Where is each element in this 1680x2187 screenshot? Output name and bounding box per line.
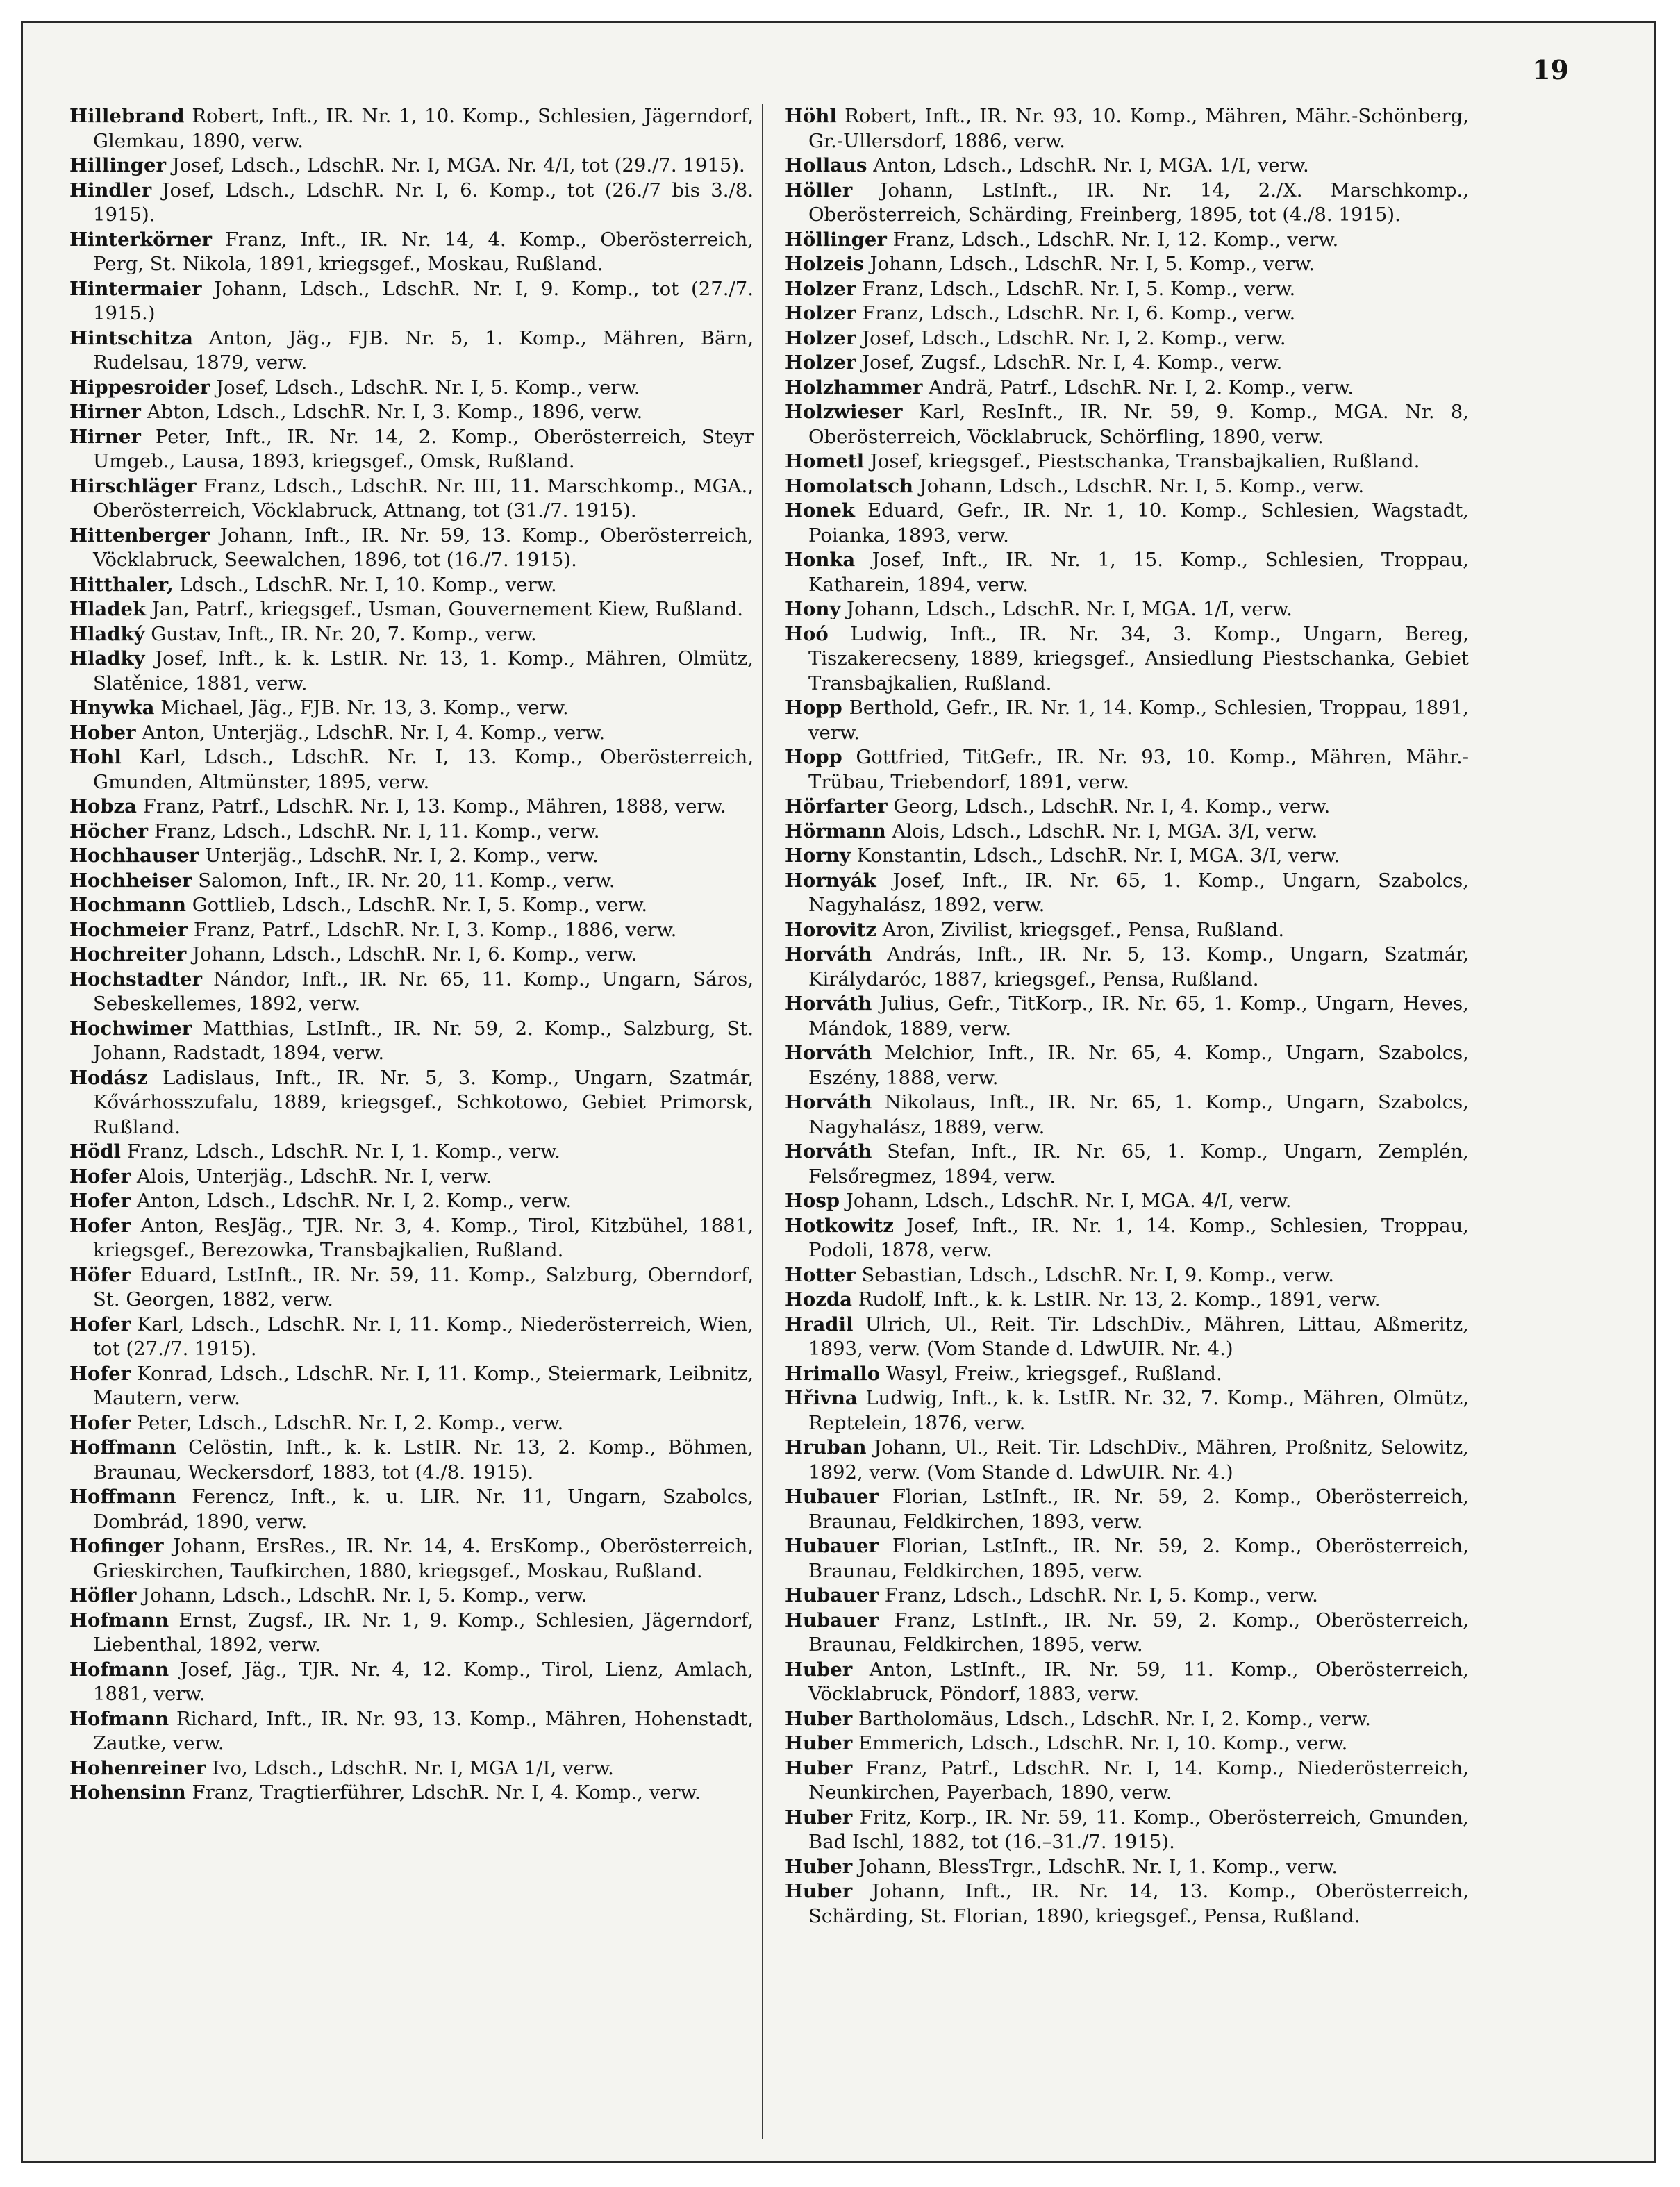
entry-surname: Höllinger — [785, 228, 887, 251]
entry-details: Johann, Ldsch., LdschR. Nr. I, MGA. 1/I, verw. — [847, 598, 1292, 620]
casualty-entry — [69, 1313, 754, 1362]
entry-details: Florian, LstInft., IR. Nr. 59, 2. Komp., Oberösterreich, Braunau, Feldkirchen, 1893, verw. — [808, 1486, 1470, 1533]
entry-details: Josef, kriegsgef., Piestschanka, Transbajkalien, Rußland. — [870, 450, 1420, 472]
casualty-entry — [785, 178, 1469, 228]
left-column — [69, 104, 754, 1806]
entry-details: Ladislaus, Inft., IR. Nr. 5, 3. Komp., Ungarn, Szatmár, Kővárhosszufalu, 1889, kriegsgef., Schkotowo, Gebiet Primorsk, Rußland. — [93, 1066, 754, 1138]
entry-surname: Hochwimer — [69, 1017, 192, 1040]
casualty-entry — [69, 696, 754, 721]
entry-surname: Hoó — [785, 622, 829, 645]
entry-surname: Hobza — [69, 795, 137, 817]
entry-details: Melchior, Inft., IR. Nr. 65, 4. Komp., Ungarn, Szabolcs, Eszény, 1888, verw. — [808, 1042, 1469, 1089]
entry-details: Josef, Ldsch., LdschR. Nr. I, 6. Komp., tot (26./7 bis 3./8. 1915). — [93, 178, 754, 226]
casualty-entry — [785, 1386, 1469, 1436]
entry-surname: Huber — [785, 1658, 853, 1681]
casualty-entry — [69, 869, 754, 894]
entry-surname: Horváth — [785, 1140, 872, 1163]
entry-details: Johann, ErsRes., IR. Nr. 14, 4. ErsKomp., Oberösterreich, Grieskirchen, Taufkirchen, 1880, kriegsgef., Moskau, Rußland. — [93, 1535, 754, 1582]
column-divider — [762, 104, 763, 2139]
entry-details: Johann, BlessTrgr., LdschR. Nr. I, 1. Komp., verw. — [858, 1855, 1338, 1878]
casualty-entry — [785, 1263, 1469, 1288]
casualty-entry — [785, 548, 1469, 597]
casualty-entry — [785, 474, 1469, 499]
entry-details: Franz, Ldsch., LdschR. Nr. I, 11. Komp., verw. — [153, 820, 600, 842]
entry-details: Karl, Ldsch., LdschR. Nr. I, 13. Komp., Oberösterreich, Gmunden, Altmünster, 1895, verw. — [93, 746, 754, 793]
entry-surname: Hohenreiner — [69, 1756, 206, 1779]
entry-details: Ludwig, Inft., k. k. LstIR. Nr. 32, 7. Komp., Mähren, Olmütz, Reptelein, 1876, verw. — [808, 1387, 1469, 1434]
entry-surname: Honek — [785, 499, 855, 522]
entry-details: Stefan, Inft., IR. Nr. 65, 1. Komp., Ungarn, Zemplén, Felsőregmez, 1894, verw. — [808, 1140, 1469, 1188]
entry-surname: Hörfarter — [785, 795, 888, 817]
casualty-entry — [69, 104, 754, 153]
entry-surname: Hochmann — [69, 894, 186, 916]
entry-surname: Hofer — [69, 1190, 131, 1212]
casualty-entry — [69, 1263, 754, 1313]
entry-surname: Hofer — [69, 1313, 131, 1336]
entry-details: Franz, Patrf., LdschR. Nr. I, 14. Komp., Niederösterreich, Neunkirchen, Payerbach, 1890, verw. — [808, 1756, 1469, 1804]
entry-surname: Hotkowitz — [785, 1214, 894, 1237]
entry-surname: Horovitz — [785, 918, 876, 941]
casualty-entry — [785, 1879, 1469, 1929]
entry-surname: Holzer — [785, 326, 856, 349]
entry-surname: Hochhauser — [69, 845, 199, 867]
entry-details: Gottlieb, Ldsch., LdschR. Nr. I, 5. Komp., verw. — [192, 894, 648, 916]
entry-details: Franz, Ldsch., LdschR. Nr. I, 5. Komp., verw. — [884, 1584, 1318, 1606]
casualty-entry — [785, 696, 1469, 745]
casualty-entry — [69, 277, 754, 326]
casualty-entry — [785, 597, 1469, 622]
entry-details: Ldsch., LdschR. Nr. I, 10. Komp., verw. — [179, 573, 557, 596]
entry-surname: Hofer — [69, 1362, 131, 1385]
casualty-entry — [785, 1214, 1469, 1263]
entry-details: Franz, Tragtierführer, LdschR. Nr. I, 4. Komp., verw. — [192, 1781, 701, 1804]
casualty-entry — [69, 1707, 754, 1756]
casualty-entry — [69, 1214, 754, 1263]
casualty-entry — [69, 474, 754, 524]
entry-details: Karl, Ldsch., LdschR. Nr. I, 11. Komp., Niederösterreich, Wien, tot (27./7. 1915). — [93, 1313, 754, 1360]
entry-surname: Hillebrand — [69, 105, 185, 127]
casualty-entry — [69, 1781, 754, 1806]
entry-surname: Hradil — [785, 1313, 854, 1336]
casualty-entry — [785, 326, 1469, 351]
entry-details: Johann, Ldsch., LdschR. Nr. I, 5. Komp., verw. — [919, 474, 1365, 497]
entry-surname: Höfler — [69, 1584, 137, 1606]
entry-details: Celöstin, Inft., k. k. LstIR. Nr. 13, 2. Komp., Böhmen, Braunau, Weckersdorf, 1883, tot (4./8. 1915). — [93, 1436, 754, 1483]
casualty-entry — [785, 992, 1469, 1041]
casualty-entry — [69, 1756, 754, 1781]
entry-surname: Hochreiter — [69, 943, 187, 965]
entry-surname: Hnywka — [69, 697, 155, 719]
casualty-entry — [785, 277, 1469, 302]
entry-surname: Holzer — [785, 302, 856, 324]
entry-details: Nikolaus, Inft., IR. Nr. 65, 1. Komp., Ungarn, Szabolcs, Nagyhalász, 1889, verw. — [808, 1091, 1469, 1138]
casualty-entry — [69, 942, 754, 967]
casualty-entry — [785, 745, 1469, 795]
entry-details: Alois, Unterjäg., LdschR. Nr. I, verw. — [136, 1165, 492, 1188]
casualty-entry — [69, 1140, 754, 1165]
entry-details: Josef, Ldsch., LdschR. Nr. I, MGA. Nr. 4/I, tot (29./7. 1915). — [172, 154, 745, 176]
casualty-entry — [785, 1485, 1469, 1534]
entry-details: Konstantin, Ldsch., LdschR. Nr. I, MGA. 3/I, verw. — [856, 845, 1340, 867]
entry-details: Johann, Ldsch., LdschR. Nr. I, MGA. 4/I, verw. — [845, 1190, 1292, 1212]
entry-surname: Holzwieser — [785, 401, 903, 423]
entry-details: Josef, Ldsch., LdschR. Nr. I, 5. Komp., verw. — [216, 376, 640, 399]
entry-surname: Hirner — [69, 425, 141, 448]
entry-surname: Hofmann — [69, 1608, 169, 1631]
entry-surname: Hometl — [785, 450, 865, 472]
casualty-entry — [69, 1534, 754, 1583]
entry-surname: Hofer — [69, 1411, 131, 1434]
entry-details: Johann, Ul., Reit. Tir. LdschDiv., Mähren, Proßnitz, Selowitz, 1892, verw. (Vom Stande d. LdwUIR. Nr. 4.) — [808, 1436, 1469, 1483]
entry-details: Ernst, Zugsf., IR. Nr. 1, 9. Komp., Schlesien, Jägerndorf, Liebenthal, 1892, verw. — [93, 1608, 754, 1656]
casualty-entry — [785, 1608, 1469, 1658]
entry-surname: Hörmann — [785, 820, 886, 842]
casualty-entry — [785, 844, 1469, 869]
entry-details: Eduard, Gefr., IR. Nr. 1, 10. Komp., Schlesien, Wagstadt, Poianka, 1893, verw. — [808, 499, 1469, 547]
casualty-entry — [785, 1707, 1469, 1732]
entry-surname: Huber — [785, 1707, 853, 1730]
casualty-entry — [785, 869, 1469, 918]
entry-details: Josef, Jäg., TJR. Nr. 4, 12. Komp., Tirol, Lienz, Amlach, 1881, verw. — [93, 1658, 754, 1705]
entry-surname: Hruban — [785, 1436, 867, 1458]
casualty-entry — [785, 301, 1469, 326]
entry-details: Johann, Ldsch., LdschR. Nr. I, 5. Komp., verw. — [142, 1584, 588, 1606]
casualty-entry — [785, 449, 1469, 474]
casualty-entry — [69, 1608, 754, 1658]
entry-surname: Höller — [785, 178, 853, 201]
casualty-entry — [69, 820, 754, 845]
entry-details: Anton, Unterjäg., LdschR. Nr. I, 4. Komp., verw. — [142, 721, 606, 744]
casualty-entry — [785, 104, 1469, 153]
entry-details: Emmerich, Ldsch., LdschR. Nr. I, 10. Komp., verw. — [858, 1732, 1348, 1754]
casualty-entry — [69, 647, 754, 696]
entry-details: Franz, Ldsch., LdschR. Nr. I, 12. Komp., verw. — [892, 228, 1339, 251]
casualty-entry — [69, 795, 754, 820]
entry-surname: Huber — [785, 1855, 853, 1878]
entry-details: Alois, Ldsch., LdschR. Nr. I, MGA. 3/I, verw. — [892, 820, 1318, 842]
entry-surname: Hohl — [69, 746, 122, 768]
casualty-entry — [785, 820, 1469, 845]
casualty-entry — [69, 745, 754, 795]
casualty-entry — [69, 524, 754, 573]
entry-surname: Höfer — [69, 1263, 131, 1286]
entry-surname: Huber — [785, 1756, 853, 1779]
entry-details: Gustav, Inft., IR. Nr. 20, 7. Komp., verw. — [151, 622, 537, 645]
entry-details: Johann, Inft., IR. Nr. 59, 13. Komp., Oberösterreich, Vöcklabruck, Seewalchen, 1896, tot (16./7. 1915). — [93, 524, 754, 571]
entry-details: Franz, Ldsch., LdschR. Nr. I, 5. Komp., verw. — [862, 277, 1296, 300]
entry-details: Georg, Ldsch., LdschR. Nr. I, 4. Komp., verw. — [893, 795, 1331, 817]
entry-surname: Holzer — [785, 277, 856, 300]
entry-details: Johann, Ldsch., LdschR. Nr. I, 6. Komp., verw. — [192, 943, 638, 965]
entry-details: Franz, Ldsch., LdschR. Nr. I, 6. Komp., verw. — [862, 302, 1296, 324]
entry-details: Franz, Ldsch., LdschR. Nr. I, 1. Komp., verw. — [126, 1140, 560, 1163]
entry-surname: Hirschläger — [69, 474, 197, 497]
casualty-entry — [69, 153, 754, 178]
entry-details: Eduard, LstInft., IR. Nr. 59, 11. Komp., Salzburg, Oberndorf, St. Georgen, 1882, verw. — [93, 1263, 754, 1311]
entry-surname: Hödl — [69, 1140, 122, 1163]
entry-details: Konrad, Ldsch., LdschR. Nr. I, 11. Komp., Steiermark, Leibnitz, Mautern, verw. — [93, 1362, 754, 1409]
casualty-entry — [69, 326, 754, 376]
entry-surname: Homolatsch — [785, 474, 913, 497]
entry-details: Robert, Inft., IR. Nr. 1, 10. Komp., Schlesien, Jägerndorf, Glemkau, 1890, verw. — [93, 105, 754, 152]
entry-details: Anton, Ldsch., LdschR. Nr. I, MGA. 1/I, verw. — [873, 154, 1309, 176]
entry-details: Abton, Ldsch., LdschR. Nr. I, 3. Komp., 1896, verw. — [147, 401, 643, 423]
entry-surname: Hozda — [785, 1288, 852, 1311]
casualty-entry — [69, 1066, 754, 1140]
entry-surname: Hinterkörner — [69, 228, 212, 251]
casualty-entry — [69, 967, 754, 1017]
entry-surname: Huber — [785, 1880, 853, 1902]
entry-details: Matthias, LstInft., IR. Nr. 59, 2. Komp., Salzburg, St. Johann, Radstadt, 1894, verw. — [93, 1017, 754, 1064]
entry-details: Fritz, Korp., IR. Nr. 59, 11. Komp., Oberösterreich, Gmunden, Bad Ischl, 1882, tot (16.–31./7. 1915). — [808, 1806, 1470, 1853]
casualty-entry — [785, 1288, 1469, 1313]
entry-details: Johann, Inft., IR. Nr. 14, 13. Komp., Oberösterreich, Schärding, St. Florian, 1890, kriegsgef., Pensa, Rußland. — [808, 1880, 1470, 1927]
casualty-entry — [785, 1731, 1469, 1756]
entry-surname: Horváth — [785, 1042, 872, 1064]
casualty-entry — [69, 178, 754, 228]
casualty-entry — [69, 376, 754, 401]
entry-details: Franz, Patrf., LdschR. Nr. I, 3. Komp., 1886, verw. — [193, 918, 677, 941]
entry-details: Ferencz, Inft., k. u. LIR. Nr. 11, Ungarn, Szabolcs, Dombrád, 1890, verw. — [93, 1486, 754, 1533]
entry-surname: Hillinger — [69, 154, 166, 176]
entry-surname: Horny — [785, 845, 851, 867]
entry-details: Gottfried, TitGefr., IR. Nr. 93, 10. Komp., Mähren, Mähr.-Trübau, Triebendorf, 1891, verw. — [808, 746, 1469, 793]
casualty-entry — [785, 153, 1469, 178]
entry-surname: Horváth — [785, 992, 872, 1015]
entry-surname: Höhl — [785, 105, 837, 127]
casualty-entry — [785, 400, 1469, 449]
casualty-entry — [69, 1411, 754, 1436]
entry-surname: Holzhammer — [785, 376, 923, 399]
entry-details: Sebastian, Ldsch., LdschR. Nr. I, 9. Komp., verw. — [861, 1263, 1334, 1286]
entry-details: Wasyl, Freiw., kriegsgef., Rußland. — [885, 1362, 1222, 1385]
casualty-entry — [69, 1485, 754, 1534]
entry-surname: Höcher — [69, 820, 149, 842]
casualty-entry — [785, 1806, 1469, 1855]
entry-details: Julius, Gefr., TitKorp., IR. Nr. 65, 1. Komp., Ungarn, Heves, Mándok, 1889, verw. — [808, 992, 1469, 1040]
entry-surname: Hosp — [785, 1190, 840, 1212]
casualty-entry — [785, 1436, 1469, 1485]
entry-details: Robert, Inft., IR. Nr. 93, 10. Komp., Mähren, Mähr.-Schönberg, Gr.-Ullersdorf, 1886, verw. — [808, 105, 1469, 152]
casualty-entry — [69, 1658, 754, 1707]
entry-details: Michael, Jäg., FJB. Nr. 13, 3. Komp., verw. — [160, 697, 569, 719]
entry-details: Franz, LstInft., IR. Nr. 59, 2. Komp., Oberösterreich, Braunau, Feldkirchen, 1895, verw. — [808, 1608, 1469, 1656]
entry-details: Anton, ResJäg., TJR. Nr. 3, 4. Komp., Tirol, Kitzbühel, 1881, kriegsgef., Berezowka, Transbajkalien, Rußland. — [93, 1214, 754, 1261]
entry-surname: Hohensinn — [69, 1781, 186, 1804]
entry-surname: Hubauer — [785, 1608, 879, 1631]
entry-details: Salomon, Inft., IR. Nr. 20, 11. Komp., verw. — [198, 869, 615, 892]
entry-surname: Hofmann — [69, 1707, 169, 1730]
entry-details: Rudolf, Inft., k. k. LstIR. Nr. 13, 2. Komp., 1891, verw. — [858, 1288, 1381, 1311]
entry-surname: Hřivna — [785, 1387, 858, 1409]
entry-surname: Hofinger — [69, 1535, 164, 1557]
entry-surname: Hubauer — [785, 1535, 879, 1557]
entry-surname: Hony — [785, 598, 841, 620]
entry-details: Ulrich, Ul., Reit. Tir. LdschDiv., Mähren, Littau, Aßmeritz, 1893, verw. (Vom Stande d. LdwUIR. Nr. 4.) — [808, 1313, 1469, 1360]
casualty-entry — [69, 844, 754, 869]
entry-details: Franz, Ldsch., LdschR. Nr. III, 11. Marschkomp., MGA., Oberösterreich, Vöcklabruck, Attnang, tot (31./7. 1915). — [93, 474, 754, 522]
casualty-entry — [785, 1090, 1469, 1140]
entry-surname: Hopp — [785, 746, 842, 768]
entry-details: Josef, Zugsf., LdschR. Nr. I, 4. Komp., verw. — [862, 351, 1283, 374]
entry-surname: Hotter — [785, 1263, 856, 1286]
entry-surname: Hladky — [69, 647, 145, 670]
entry-surname: Hubauer — [785, 1486, 879, 1508]
entry-details: Anton, LstInft., IR. Nr. 59, 11. Komp., Oberösterreich, Vöcklabruck, Pöndorf, 1883, verw. — [808, 1658, 1469, 1705]
entry-surname: Hodász — [69, 1066, 148, 1089]
casualty-entry — [69, 622, 754, 647]
casualty-entry — [785, 376, 1469, 401]
casualty-entry — [785, 1140, 1469, 1189]
casualty-entry — [69, 1583, 754, 1608]
entry-details: Peter, Inft., IR. Nr. 14, 2. Komp., Oberösterreich, Steyr Umgeb., Lausa, 1893, kriegsgef., Omsk, Rußland. — [93, 425, 754, 472]
entry-details: Unterjäg., LdschR. Nr. I, 2. Komp., verw. — [205, 845, 599, 867]
entry-surname: Hitthaler, — [69, 573, 174, 596]
casualty-entry — [69, 1017, 754, 1066]
entry-details: Richard, Inft., IR. Nr. 93, 13. Komp., Mähren, Hohenstadt, Zautke, verw. — [93, 1707, 754, 1754]
entry-surname: Hollaus — [785, 154, 867, 176]
entry-surname: Hippesroider — [69, 376, 210, 399]
entry-details: Ludwig, Inft., IR. Nr. 34, 3. Komp., Ungarn, Bereg, Tiszakerecseny, 1889, kriegsgef., Ansiedlung Piestschanka, Gebiet Transbajkalien, Rußland. — [808, 622, 1469, 695]
entry-details: Bartholomäus, Ldsch., LdschR. Nr. I, 2. Komp., verw. — [858, 1707, 1371, 1730]
casualty-entry — [785, 1756, 1469, 1806]
entry-surname: Hofer — [69, 1165, 131, 1188]
entry-surname: Hochheiser — [69, 869, 192, 892]
entry-surname: Hochmeier — [69, 918, 188, 941]
entry-surname: Hofmann — [69, 1658, 169, 1681]
entry-details: Johann, Ldsch., LdschR. Nr. I, 5. Komp., verw. — [870, 253, 1315, 275]
entry-surname: Hofer — [69, 1214, 131, 1237]
entry-details: Berthold, Gefr., IR. Nr. 1, 14. Komp., Schlesien, Troppau, 1891, verw. — [808, 697, 1469, 744]
entry-details: Josef, Inft., k. k. LstIR. Nr. 13, 1. Komp., Mähren, Olmütz, Slatěnice, 1881, verw. — [93, 647, 754, 695]
casualty-entry — [69, 1189, 754, 1214]
entry-surname: Hittenberger — [69, 524, 210, 547]
entry-details: Franz, Patrf., LdschR. Nr. I, 13. Komp., Mähren, 1888, verw. — [142, 795, 726, 817]
entry-details: Karl, ResInft., IR. Nr. 59, 9. Komp., MGA. Nr. 8, Oberösterreich, Vöcklabruck, Schörfling, 1890, verw. — [808, 401, 1469, 448]
entry-surname: Horváth — [785, 943, 872, 965]
casualty-entry — [785, 228, 1469, 253]
entry-details: Andrä, Patrf., LdschR. Nr. I, 2. Komp., verw. — [929, 376, 1354, 399]
casualty-entry — [785, 795, 1469, 820]
casualty-entry — [69, 573, 754, 598]
entry-surname: Hopp — [785, 697, 842, 719]
entry-surname: Hindler — [69, 178, 152, 201]
entry-details: Josef, Inft., IR. Nr. 1, 15. Komp., Schlesien, Troppau, Katharein, 1894, verw. — [808, 549, 1469, 596]
casualty-entry — [785, 942, 1469, 992]
casualty-entry — [785, 1362, 1469, 1387]
entry-details: Franz, Inft., IR. Nr. 14, 4. Komp., Oberösterreich, Perg, St. Nikola, 1891, kriegsgef., Moskau, Rußland. — [93, 228, 754, 275]
casualty-entry — [69, 893, 754, 918]
entry-details: Ivo, Ldsch., LdschR. Nr. I, MGA 1/I, verw. — [211, 1756, 614, 1779]
casualty-entry — [69, 721, 754, 746]
casualty-entry — [69, 1165, 754, 1190]
entry-surname: Hornyák — [785, 869, 876, 892]
entry-surname: Hoffmann — [69, 1436, 176, 1458]
casualty-entry — [785, 1041, 1469, 1090]
casualty-entry — [785, 622, 1469, 697]
entry-surname: Honka — [785, 549, 856, 571]
right-column — [785, 104, 1469, 1929]
page-number: 19 — [1532, 54, 1569, 85]
casualty-entry — [785, 499, 1469, 548]
entry-surname: Hober — [69, 721, 136, 744]
entry-details: Nándor, Inft., IR. Nr. 65, 11. Komp., Ungarn, Sáros, Sebeskellemes, 1892, verw. — [93, 967, 754, 1015]
entry-surname: Hochstadter — [69, 967, 202, 990]
entry-surname: Hubauer — [785, 1584, 879, 1606]
entry-surname: Hladký — [69, 622, 145, 645]
entry-surname: Huber — [785, 1806, 853, 1829]
entry-details: Aron, Zivilist, kriegsgef., Pensa, Rußland. — [882, 918, 1285, 941]
entry-surname: Hintschitza — [69, 326, 193, 349]
casualty-entry — [785, 1583, 1469, 1608]
casualty-entry — [785, 1855, 1469, 1880]
entry-surname: Horváth — [785, 1091, 872, 1113]
casualty-entry — [69, 425, 754, 474]
entry-details: András, Inft., IR. Nr. 5, 13. Komp., Ungarn, Szatmár, Királydaróc, 1887, kriegsgef., Pensa, Rußland. — [808, 943, 1469, 990]
entry-surname: Hrimallo — [785, 1362, 881, 1385]
casualty-entry — [785, 1658, 1469, 1707]
entry-surname: Hoffmann — [69, 1486, 176, 1508]
entry-details: Florian, LstInft., IR. Nr. 59, 2. Komp., Oberösterreich, Braunau, Feldkirchen, 1895, verw. — [808, 1535, 1470, 1582]
casualty-entry — [69, 228, 754, 277]
entry-surname: Hirner — [69, 401, 141, 423]
entry-surname: Holzer — [785, 351, 856, 374]
casualty-entry — [69, 597, 754, 622]
entry-details: Anton, Jäg., FJB. Nr. 5, 1. Komp., Mähren, Bärn, Rudelsau, 1879, verw. — [93, 326, 754, 374]
casualty-entry — [69, 400, 754, 425]
entry-surname: Huber — [785, 1732, 853, 1754]
casualty-entry — [785, 252, 1469, 277]
casualty-entry — [69, 1362, 754, 1411]
entry-surname: Hintermaier — [69, 277, 202, 300]
casualty-entry — [785, 1313, 1469, 1362]
entry-details: Anton, Ldsch., LdschR. Nr. I, 2. Komp., verw. — [136, 1190, 572, 1212]
entry-details: Josef, Inft., IR. Nr. 65, 1. Komp., Ungarn, Szabolcs, Nagyhalász, 1892, verw. — [808, 869, 1469, 916]
casualty-entry — [785, 1534, 1469, 1583]
casualty-entry — [69, 1436, 754, 1485]
casualty-entry — [69, 918, 754, 943]
entry-details: Josef, Ldsch., LdschR. Nr. I, 2. Komp., verw. — [862, 326, 1286, 349]
entry-details: Peter, Ldsch., LdschR. Nr. I, 2. Komp., verw. — [136, 1411, 564, 1434]
entry-surname: Hladek — [69, 598, 147, 620]
entry-surname: Holzeis — [785, 253, 864, 275]
entry-details: Jan, Patrf., kriegsgef., Usman, Gouvernement Kiew, Rußland. — [151, 598, 743, 620]
casualty-entry — [785, 1189, 1469, 1214]
entry-details: Johann, Ldsch., LdschR. Nr. I, 9. Komp., tot (27./7. 1915.) — [93, 277, 754, 324]
casualty-entry — [785, 351, 1469, 376]
entry-details: Josef, Inft., IR. Nr. 1, 14. Komp., Schlesien, Troppau, Podoli, 1878, verw. — [808, 1214, 1469, 1261]
entry-details: Johann, LstInft., IR. Nr. 14, 2./X. Marschkomp., Oberösterreich, Schärding, Freinberg, 1895, tot (4./8. 1915). — [808, 178, 1469, 226]
casualty-entry — [785, 918, 1469, 943]
